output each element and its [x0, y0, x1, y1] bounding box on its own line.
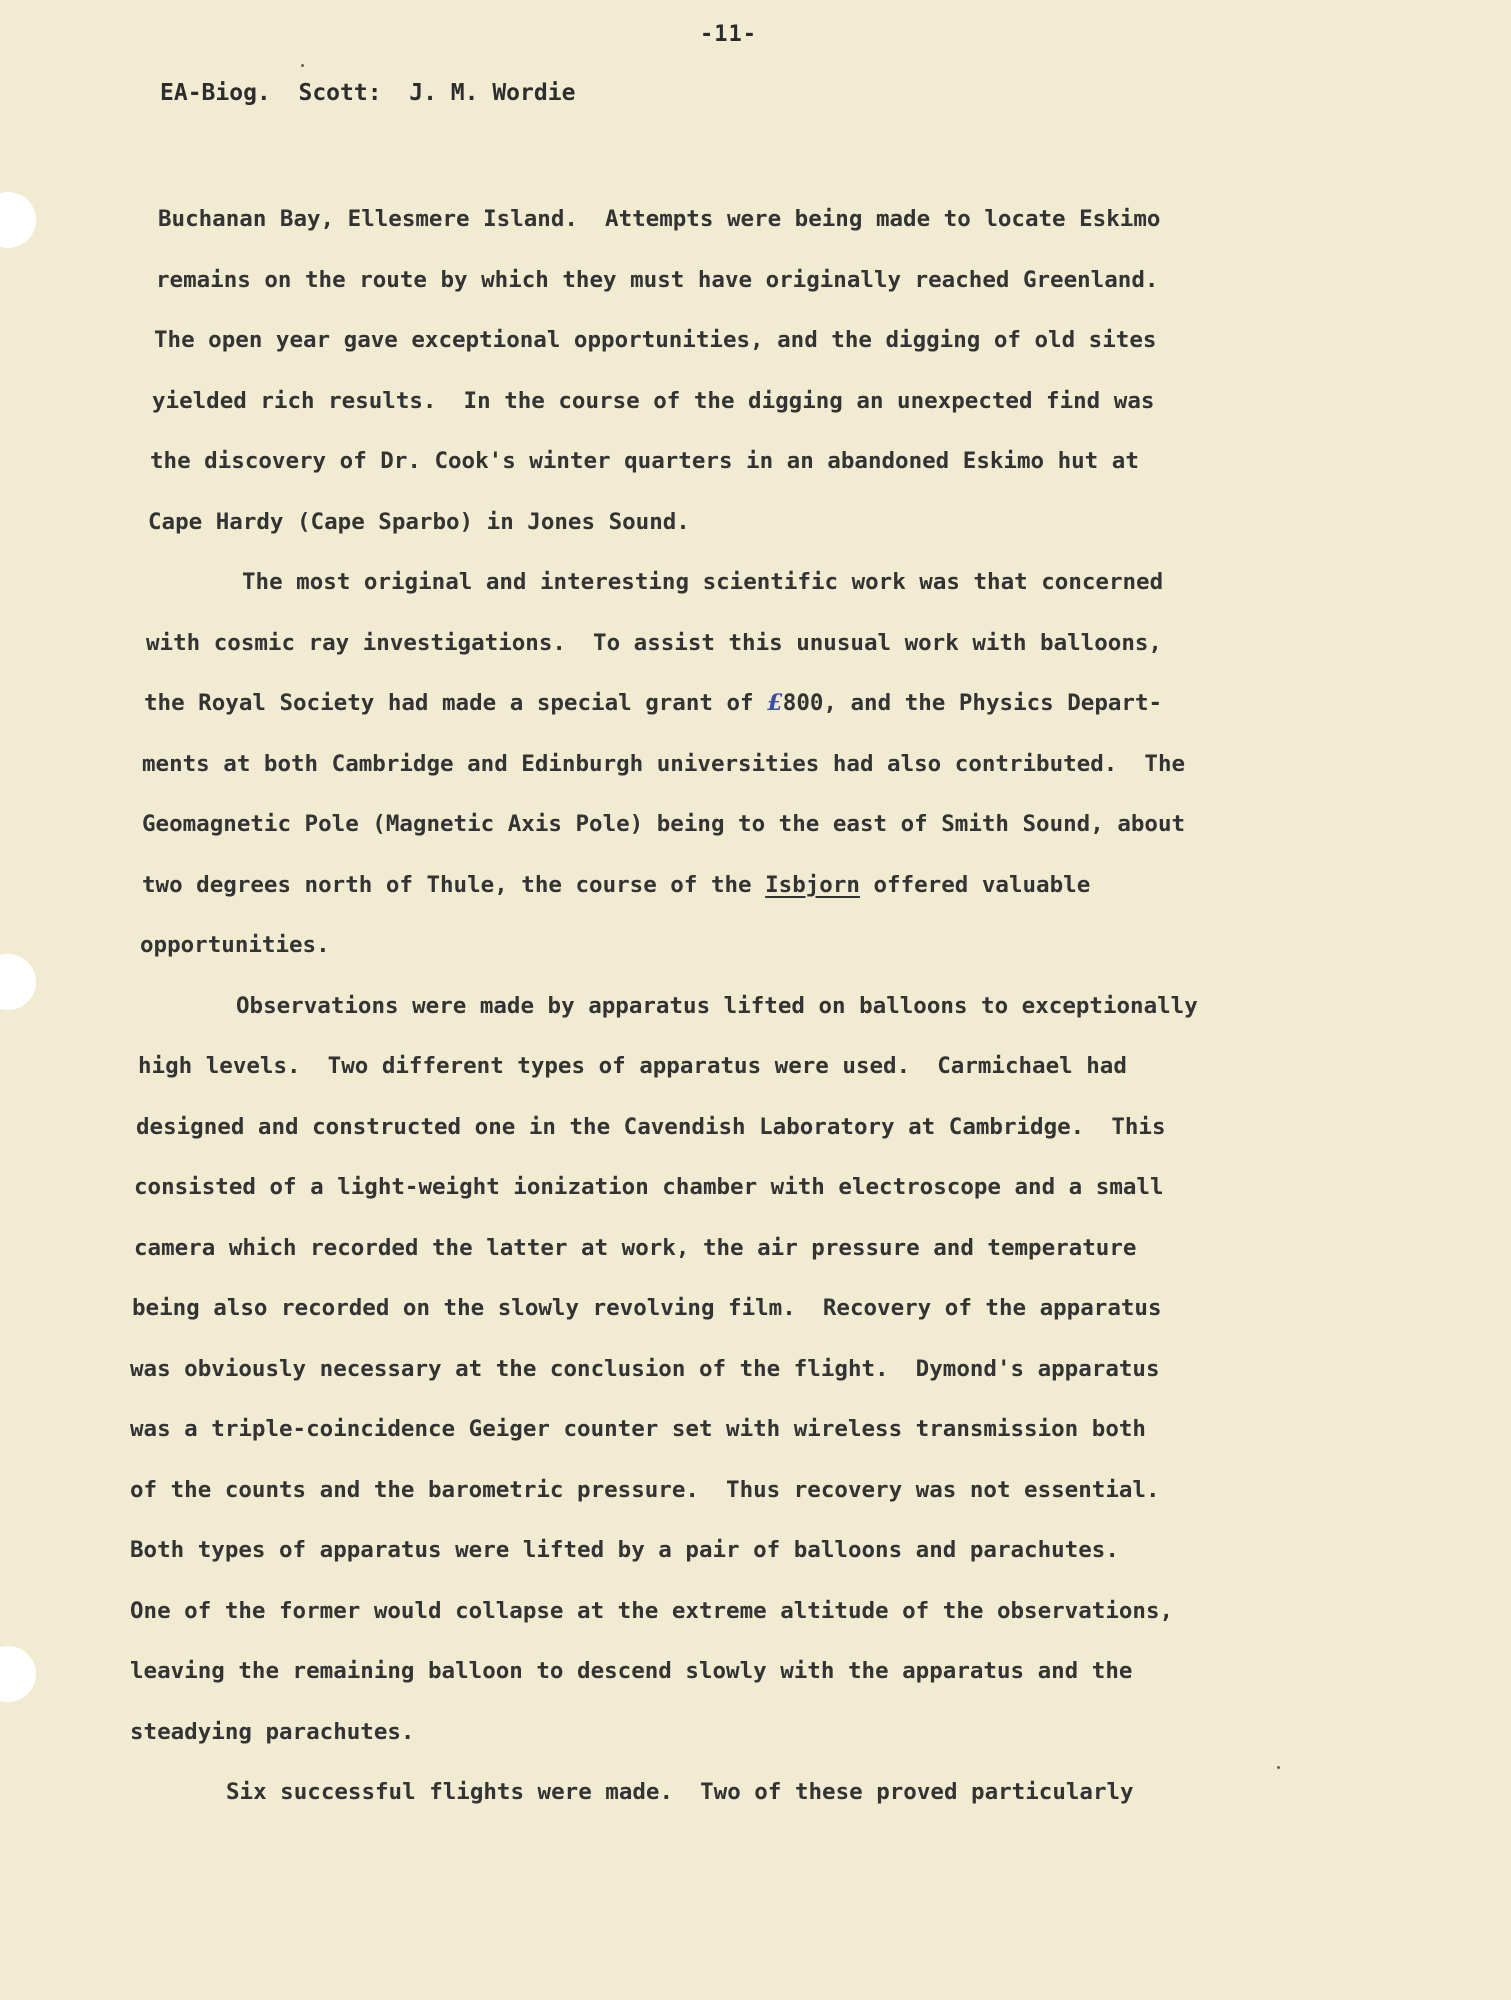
body-line: opportunities. [140, 932, 330, 958]
body-line: was obviously necessary at the conclusion of the flight. Dymond's apparatus [130, 1355, 1160, 1382]
body-line: high levels. Two different types of apparatus were used. Carmichael had [138, 1053, 1127, 1079]
body-line [130, 864, 1330, 925]
body-line: yielded rich results. In the course of the digging an unexpected find was [152, 387, 1155, 414]
body-text-segment: offered valuable [859, 871, 1091, 898]
body-line: designed and constructed one in the Cavendish Laboratory at Cambridge. This [136, 1113, 1166, 1140]
body-line: consisted of a light-weight ionization chamber with electroscope and a small [134, 1174, 1164, 1200]
body-line: with cosmic ray investigations. To assist this unusual work with balloons, [146, 629, 1162, 656]
body-line: ments at both Cambridge and Edinburgh universities had also contributed. The [142, 750, 1186, 777]
body-text-segment: two degrees north of Thule, the course of the [142, 871, 766, 898]
paper-speck [301, 64, 304, 67]
body-text-segment: 800, and the Physics Depart- [782, 690, 1163, 716]
document-body [130, 198, 1330, 1832]
body-line: One of the former would collapse at the extreme altitude of the observations, [130, 1597, 1174, 1624]
punch-hole-top [0, 192, 36, 248]
punch-hole-middle [0, 954, 36, 1010]
body-line: the discovery of Dr. Cook's winter quarters in an abandoned Eskimo hut at [150, 448, 1139, 474]
punch-hole-bottom [0, 1646, 36, 1702]
body-line: Both types of apparatus were lifted by a pair of balloons and parachutes. [130, 1537, 1119, 1563]
paragraph-start-line: The most original and interesting scientific work was that concerned [242, 569, 1164, 595]
body-line: being also recorded on the slowly revolving film. Recovery of the apparatus [132, 1295, 1162, 1321]
body-line: steadying parachutes. [130, 1718, 415, 1745]
document-header: EA-Biog. Scott: J. M. Wordie [160, 80, 576, 106]
ship-name: Isbjorn [765, 871, 860, 898]
body-line: was a triple-coincidence Geiger counter set with wireless transmission both [130, 1416, 1146, 1442]
paragraph-start-line: Observations were made by apparatus lifted on balloons to exceptionally [236, 992, 1198, 1019]
body-line: The open year gave exceptional opportunities, and the digging of old sites [154, 327, 1157, 353]
handwritten-pound-symbol: £ [767, 690, 783, 716]
body-line [130, 682, 1330, 743]
body-line: of the counts and the barometric pressure. Thus recovery was not essential. [130, 1476, 1160, 1503]
body-line: camera which recorded the latter at work, the air pressure and temperature [134, 1234, 1137, 1261]
body-line: leaving the remaining balloon to descend slowly with the apparatus and the [130, 1658, 1133, 1684]
page-number: -11- [700, 22, 757, 47]
body-line: Geomagnetic Pole (Magnetic Axis Pole) being to the east of Smith Sound, about [142, 811, 1186, 837]
body-text-segment: the Royal Society had made a special grant of [144, 690, 768, 716]
body-line: Buchanan Bay, Ellesmere Island. Attempts were being made to locate Eskimo [158, 206, 1161, 232]
body-line: Cape Hardy (Cape Sparbo) in Jones Sound. [148, 508, 690, 535]
paragraph-start-line: Six successful flights were made. Two of these proved particularly [226, 1779, 1134, 1805]
body-line: remains on the route by which they must have originally reached Greenland. [156, 266, 1159, 293]
